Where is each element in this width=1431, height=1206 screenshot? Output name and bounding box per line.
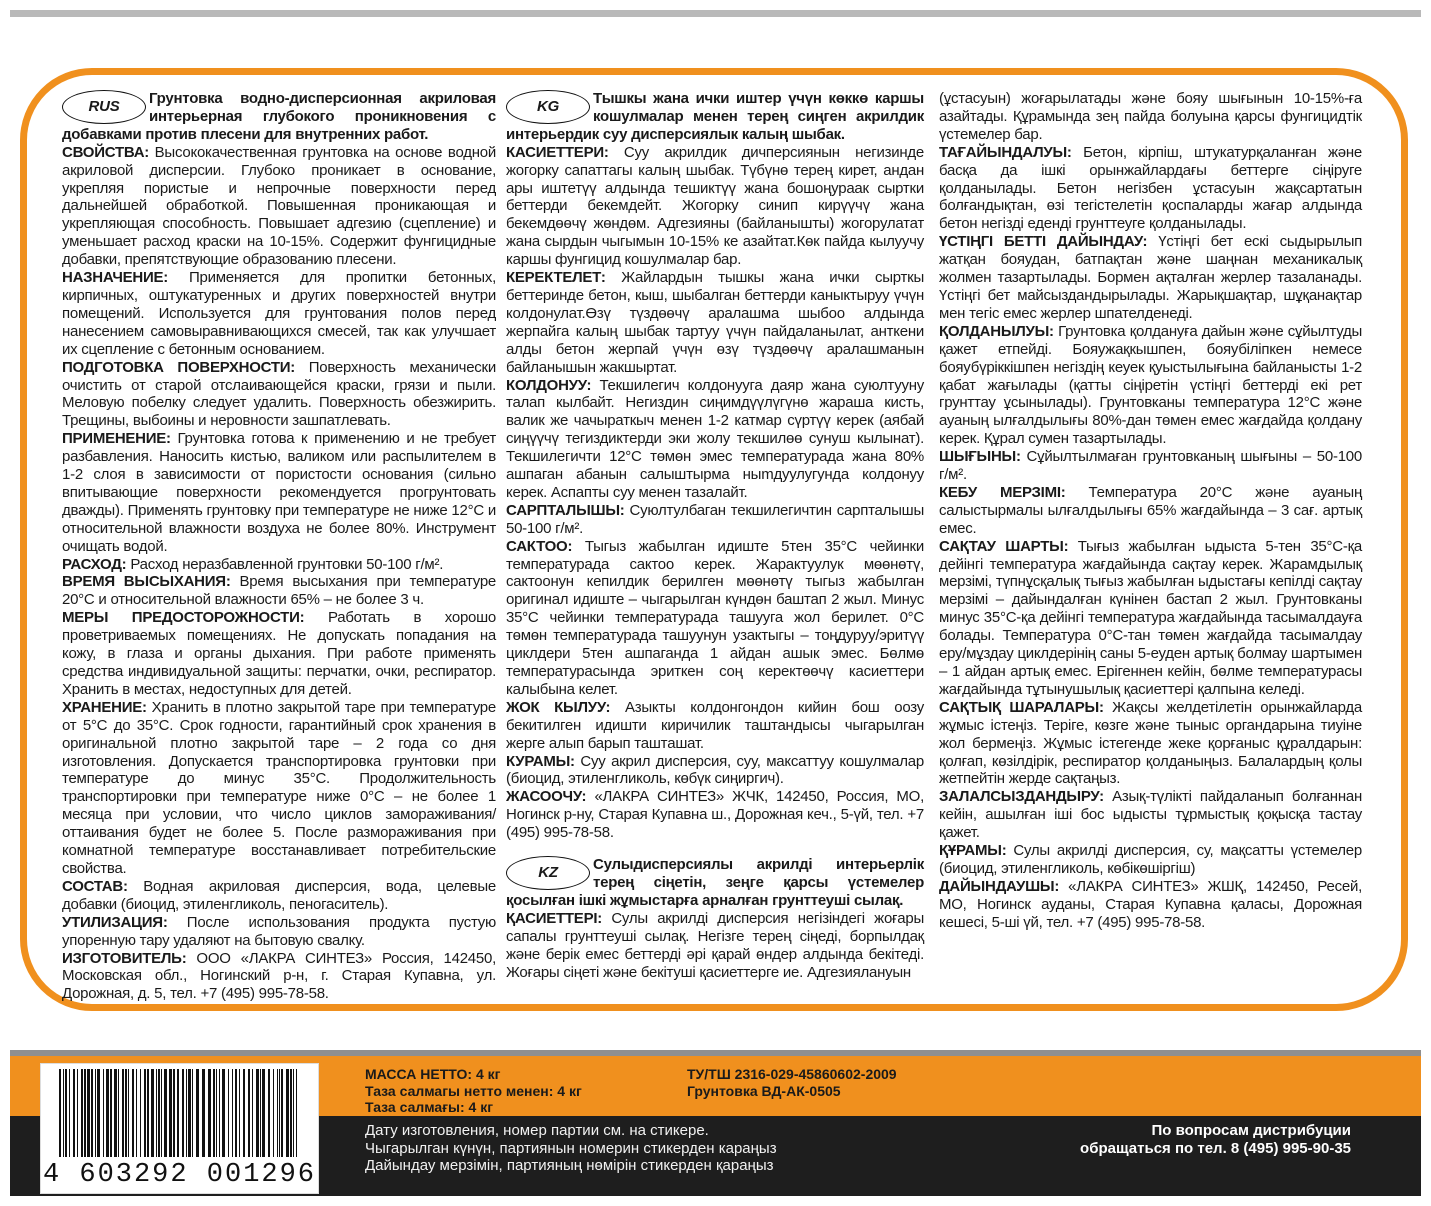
section-heading: ҚАСИЕТТЕРІ: [506,909,602,927]
rus-block [62,90,496,1003]
batch-info-line: Дайындау мерзімін, партияның нөмірін стикерден қараңыз [365,1157,774,1174]
section-heading: НАЗНАЧЕНИЕ: [62,269,168,287]
section-text: Расход неразбавленной грунтовки 50-100 г/м². [126,555,444,573]
section-paragraph [62,359,496,431]
section-heading: САРПТАЛЫШЫ: [506,501,625,519]
rus-sections [62,144,496,1004]
section-text: Время высыхания при температуре 20°С и относительной влажности 65% – не более 3 ч. [62,573,496,609]
section-text: Высококачественная грунтовка на основе водной акриловой дисперсии. Глубоко проникает в основание, укрепляя пористые и непрочные поверхности перед дальнейшей обработкой. Повышенная проникающая и укрепляющая способность. Повышает адгезию (сцепление) и уменьшает расход краски на 10-15%. Содержит фунгицидные добавки, препятствующие образованию плесени. [62,143,496,269]
section-paragraph [62,430,496,555]
section-heading: РАСХОД: [62,555,127,573]
section-text: (ұстасуын) жоғарылатады және бояу шығынын 10-15%-ға азайтады. Құрамында зең пайда болуына қарсы фунгицидтік үстемелер бар. [939,90,1362,143]
section-heading: ХРАНЕНИЕ: [62,698,147,716]
distribution-line: обращаться по тел. 8 (495) 995-90-35 [1080,1140,1351,1157]
spec-block [687,1066,897,1099]
section-paragraph [939,699,1362,789]
section-text: Температура 20°С және ауаның салыстырмалы ылғалдылығы 65% жағдайында – 3 сағ. артық емес. [939,483,1362,537]
section-text: Азық-түлікті пайдаланып болғаннан кейін, ашылған іші бос ыдысты тұрмыстық қоқысқа тастау қажет. [939,788,1362,842]
batch-info-line: Дату изготовления, номер партии см. на стикере. [365,1122,709,1139]
lang-badge-kz: KZ [506,856,590,890]
section-paragraph [62,573,496,609]
section-heading: САҚТЫҚ ШАРАЛАРЫ: [939,698,1104,716]
section-text: Жақсы желдетілетін орынжайларда жұмыс істеңіз. Теріге, көзге және тыныс органдарына тиуіне жол бермеңіз. Жұмыс істегенде жеке қорғаныс құралдарын: қолғап, көзілдірік, респиратор қолданыңыз. Балалардың қолы жетпейтін жерде сақтаңыз. [939,698,1362,788]
section-paragraph [62,878,496,914]
net-weight-line: Таза салмағы: 4 кг [365,1099,494,1115]
section-paragraph [939,323,1362,448]
section-paragraph [506,699,924,753]
section-paragraph [506,538,924,699]
section-text: Грунтовка қолдануға дайын және сұйылтуды қажет етпейді. Бояужақкышпен, бояубіліпкен немесе бояубүріккішпен негіздің кеуек қуыстылығына байланысты 1-2 қабат жағылады (қатты сіңіретін үстіңгі беттерді екі рет грунттау ұсынылады). Грунтовканы температура 12°С және ауаның ылғалдылығы 80%-дан төмен емес жағдайда қолдану керек. Құрал сумен тазартылады. [939,322,1362,448]
section-heading: ШЫҒЫНЫ: [939,448,1021,466]
batch-info-line: Чыгарылган күнүн, партиянын номерин стикерден караңыз [365,1139,777,1157]
section-heading: УТИЛИЗАЦИЯ: [62,913,168,931]
section-heading: ТАҒАЙЫНДАЛУЫ: [939,143,1072,161]
net-weight-block [365,1066,582,1116]
section-paragraph [939,878,1362,932]
section-heading: ҚҰРАМЫ: [939,842,1007,860]
section-paragraph [939,538,1362,699]
section-paragraph [506,144,924,269]
section-text: Применяется для пропитки бетонных, кирпичных, оштукатуренных и других поверхностей внутри помещений. Используется для грунтования полов перед нанесением самовыравнивающихся смесей, так как улучшает их сцепление с бетонным основанием. [62,269,496,358]
kg-sections [506,144,924,842]
section-paragraph [506,377,924,502]
lang-badge-kg: KG [506,90,590,124]
net-weight-line: МАССА НЕТТО: 4 кг [365,1066,501,1082]
section-heading: МЕРЫ ПРЕДОСТОРОЖНОСТИ: [62,609,305,627]
section-heading: ЗАЛАЛСЫЗДАНДЫРУ: [939,788,1104,806]
section-heading: ПРИМЕНЕНИЕ: [62,430,171,448]
section-text: Поверхность механически очистить от старой отслаивающейся краски, грязи и пыли. Меловую побелку следует удалить. Поверхность обезжирить. Трещины, выбоины и неровности зашпатлевать. [62,358,496,430]
section-paragraph [62,914,496,950]
kz-sections-part2 [939,90,1362,932]
section-heading: КЕБУ МЕРЗІМІ: [939,483,1066,501]
section-paragraph [62,556,496,574]
section-heading: САКТОО: [506,537,573,555]
column-kz-continued [939,90,1362,932]
top-grey-bar [10,10,1421,17]
rus-intro: Грунтовка водно-дисперсионная акриловая интерьерная глубокого проникновения с добавками против плесени для внутренних работ. [62,90,496,143]
section-text: Сулы акрилді дисперсия, су, мақсатты үстемелер (биоцид, этиленгликоль, көбікөшіргіш) [939,842,1362,877]
lang-badge-rus: RUS [62,90,146,124]
section-text: Сұйылтылмаған грунтовканың шығыны – 50-100 г/м². [939,448,1362,484]
kz-sections-part1 [506,910,924,982]
section-heading: ҮСТІҢГІ БЕТТІ ДАЙЫНДАУ: [939,233,1148,251]
column-kg-kz [506,90,924,981]
section-text: Азыкты колдонгондон кийин бош оозу бекитилген идишти киричилик таштандысы чыгарылган жерге алып барып таштaшат. [506,698,924,752]
section-paragraph [62,699,496,878]
section-text: «ЛАКРА СИНТЕЗ» ЖШҚ, 142450, Ресей, МО, Ногинск ауданы, Старая Купавна қаласы, Дорожная кешесі, 5-ші үй, тел. +7 (495) 995-78-58. [939,877,1362,931]
section-paragraph [939,233,1362,323]
section-paragraph [62,950,496,1004]
spec-line: ТУ/ТШ 2316-029-45860602-2009 [687,1066,897,1082]
section-heading: СВОЙСТВА: [62,143,150,161]
section-text: Грунтовка готова к применению и не требует разбавления. Наносить кистью, валиком или распылителем в 1-2 слоя в зависимости от пористости основания (сильно впитывающие поверхности рекомендуется прогрунтовать дважды). Применять грунтовку при температуре не ниже 12°С и относительной влажности воздуха не более 80%. Инструмент очищать водой. [62,430,496,555]
section-paragraph [939,484,1362,538]
kz-intro: Сулыдисперсиялы акрилді интерьерлік терең сіңетін, зеңге қарсы үстемелер қосылған ішкі жұмыстарға арналған грунттеуші сылақ. [506,856,924,909]
section-text: ООО «ЛАКРА СИНТЕЗ» Россия, 142450, Московская обл., Ногинский р-н, г. Старая Купавна, ул. Дорожная, д. 5, тел. +7 (495) 995-78-58. [62,949,496,1003]
section-paragraph [62,609,496,699]
barcode-bars [55,1069,305,1161]
section-text: Хранить в плотно закрытой таре при температуре от 5°С до 35°С. Срок годности, гарантийный срок хранения в оригинальной плотно закрытой таре – 2 года со дня изготовления. Допускается транспортировка грунтовки при температуре до минус 35°С. Продолжительность транспортировки при температуре ниже 0°С – не более 1 месяца при условии, что число циклов замораживания/оттаивания будет не более 5. После размораживания при комнатной температуре восстанавливает потребительские свойства. [62,698,496,877]
kg-block [506,90,924,842]
section-text: Тығыз жабылған ыдыста 5-тен 35°С-қа дейінгі температура жағдайында сақтау керек. Жарамдылық мерзімі, түпнұсқалық тығыз жабылған ыдыстағы кепілді сақтау мерзімі – дайындалған күнінен бастап 2 жыл. Грунтовканы минус 35°С-қа дейінгі температура жағдайында тасымалдауға болады. Температура 0°С-тан төмен жағдайда тасымалдау еру/мұздау циклдерінің саны 5-еуден артық болмау шартымен – 1 айдан артық емес. Ерігеннен кейін, бөлме температурасы жағдайында тұтынушылық қасиеттері қалпына келеді. [939,537,1362,698]
section-heading: ВРЕМЯ ВЫСЫХАНИЯ: [62,573,231,591]
section-paragraph [62,269,496,359]
net-weight-line: Таза салмагы нетто менен: 4 кг [365,1082,582,1099]
section-text: Водная акриловая дисперсия, вода, целевые добавки (биоцид, этиленгликоль, пеногаситель). [62,877,496,913]
section-text: Работать в хорошо проветриваемых помещениях. Не допускать попадания на кожу, в глаза и органы дыхания. При работе применять средства индивидуальной защиты: перчатки, очки, респиратор. Хранить в местах, недоступных для детей. [62,609,497,698]
section-text: Текшилегич колдонууга даяр жана суюлтууну талап кылбайт. Негиздин сиңимдүүлүгүнө жараша кисть, валик же чачыраткыч менен 1-2 катмар сүртүү керек (аябай сиңүүчү тегиздиктерди эки жолу текшилөө сунуш кылынат). Текшилегичти 12°С төмөн эмес температурада жана 80% ашпаган абанын салыштырма ныmдуулугунда колдонуу керек. Аспапты суу менен тазалайт. [506,376,924,501]
section-heading: ЖАСООЧУ: [506,788,587,806]
section-heading: КУРАМЫ: [506,752,575,770]
spec-line: Грунтовка ВД-АК-0505 [687,1082,841,1099]
section-heading: СОСТАВ: [62,877,128,895]
section-paragraph [939,788,1362,842]
section-text: Жайлардын тышкы жана ички сырткы беттеринде бетон, кыш, шыбалган беттерди каныктыруу үчүн колдонулат.Өзү түздөөчү аралашма шыбоо алдында жерпайга калың шыбак тартуу үчүн пайдаланылат, анткени алды бетон жерпай үчүн өзү түздөөчү аралашманын байланышын жакшыртат. [506,269,924,376]
section-paragraph [506,502,924,538]
section-text: Тыгыз жабылган идиште 5тен 35°С чейинки температурада сактоо керек. Жарактуулук мөөнөтү, сактоонун кепилдик берилген мөөнөтү тыгыз жабылган оригинал идиште – чыгарылган күндөн баштап 2 жыл. Минус 35°С чейинки температурада ташууга жол берилет. 0°С төмөн температурада ташуунун узактыгы – тоңдуруу/эритүү циклдери 5тен ашпаганда 1 айдан ашык эмес. Бөлмө температурасында эриткен соң керектөөчү касиеттери калыбына келет. [506,537,924,698]
section-paragraph [506,788,924,842]
barcode [40,1063,319,1194]
section-text: Бетон, кірпіш, штукатурқаланған және басқа да ішкі орынжайлардағы беттерге сіңіруге қолданылады. Бетон негізбен ұстасуын жақсартатын болғандықтан, өзі тегістелетін қоспаларды жағар алдында бетон негізді едендi грунттеуге қолданылады. [939,143,1362,233]
section-heading: ҚОЛДАНЫЛУЫ: [939,322,1054,340]
section-heading: КЕРЕКТЕЛЕТ: [506,269,606,287]
section-heading: ЖОК КЫЛУУ: [506,698,611,716]
section-paragraph [506,269,924,376]
section-heading: ДАЙЫНДАУШЫ: [939,877,1060,895]
section-text: «ЛАКРА СИНТЕЗ» ЖЧК, 142450, Россия, МО, Ногинск р-ну, Старая Купавна ш., Дорожная кеч., 5-үй, тел. +7 (495) 995-78-58. [506,788,924,842]
section-heading: КОЛДОНУУ: [506,376,592,394]
barcode-number: 4 603292 001296 [42,1160,317,1190]
section-text: После использования продукта пустую упоренную тару удаляют на бытовую свалку. [62,913,496,949]
section-paragraph [62,144,496,269]
section-paragraph [939,90,1362,144]
section-paragraph [506,753,924,789]
kz-block [506,856,924,981]
section-text: Үстіңгі бет ескі сыдырылып жатқан бояудан, батпақтан және шаңнан механикалық жолмен тазартылады. Бормен ақталған жерлер тазаланады. Үстіңгі бет майсыздандырылады. Жарықшақтар, шұқанақтар мен тегіс емес жерлер шпателденеді. [939,233,1363,322]
section-heading: ПОДГОТОВКА ПОВЕРХНОСТИ: [62,358,296,376]
section-paragraph [939,842,1362,878]
section-paragraph [939,448,1362,484]
section-paragraph [506,910,924,982]
section-heading: ИЗГОТОВИТЕЛЬ: [62,949,187,967]
section-text: Суюлтулбаган текшилегичтин сарпталышы 50-100 г/м². [506,501,924,537]
distribution-contact [1080,1122,1351,1158]
section-heading: КАСИЕТТЕРИ: [506,143,609,161]
kg-intro: Тышкы жана ички иштер үчүн көккө каршы кошулмалар менен терең сиңген акрилдик интерьердик суу дисперсиялык калың шыбак. [506,90,924,143]
distribution-line: По вопросам дистрибуции [1151,1122,1351,1139]
batch-info-block [365,1122,777,1175]
section-paragraph [939,144,1362,234]
section-text: Сулы акрилді дисперсия негізіндегі жоғары сапалы грунттеуші сылақ. Негізге терең сіңеді, борпылдақ және берік емес беттерді әрі қарай өндер алдында бекітеді. Жоғары сіңеті және бекітуші қасиеттерге ие. Адгезиялануын [506,909,924,981]
section-text: Суу акрилдик дичперсиянын негизинде жогорку сапаттагы калың шыбак. Түбүнө терең кирет, андан ары иштетүү алдында тешиктүү жана бошоңураак сыртки беттерди бекемдейт. Жогорку синип кирүүчү жана бекемдөөчү жөндөм. Адгезияны (байланышты) жогорулатат жана сырдын чыгымын 10-15% ке азайтат.Көк пайда кылуучу каршы фунгицид кошулмалар бар. [506,143,924,269]
section-text: Суу акрил дисперсия, суу, максаттуу кошулмалар (биоцид, этиленгликоль, көбүк сиңиргич). [506,752,924,788]
column-rus [62,90,496,1003]
section-heading: САҚТАУ ШАРТЫ: [939,537,1069,555]
